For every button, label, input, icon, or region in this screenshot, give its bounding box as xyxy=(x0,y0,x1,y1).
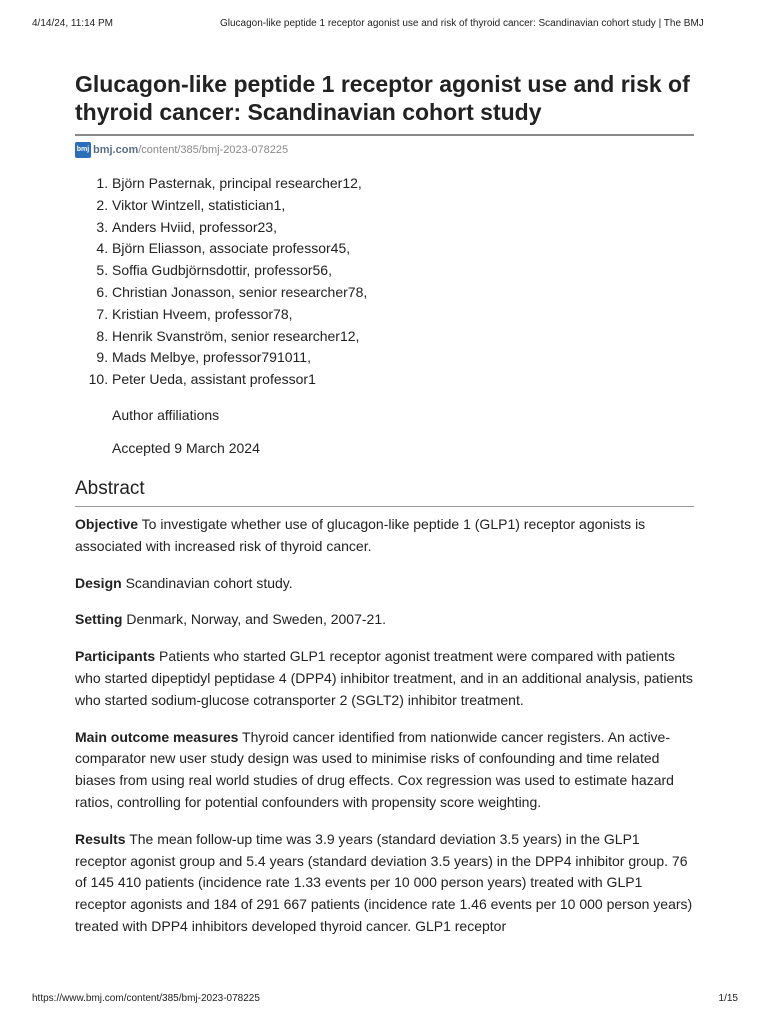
source-domain[interactable]: bmj.com xyxy=(93,144,139,156)
author-item: 1. Björn Pasternak, principal researcher12, xyxy=(112,173,694,195)
setting-label: Setting xyxy=(75,611,123,628)
print-footer xyxy=(32,993,738,1007)
results-text: The mean follow-up time was 3.9 years (standard deviation 3.5 years) in the GLP1 receptor agonist group and 5.4 years (standard deviation 3.5 years) in the DPP4 inhibitor group. 76 of 145 410 patients (incidence rate 1.33 events per 10 000 person years) treated with GLP1 receptor agonists and 184 of 291 667 patients (incidence rate 1.46 events per 10 000 person years) treated with DPP4 inhibitors developed thyroid cancer. GLP1 receptor xyxy=(75,830,693,934)
design-text: Scandinavian cohort study. xyxy=(121,574,293,591)
author-item: 6. Christian Jonasson, senior researcher78, xyxy=(112,282,694,304)
accepted-date: Accepted 9 March 2024 xyxy=(112,439,260,456)
abstract-setting xyxy=(75,609,694,631)
setting-text: Denmark, Norway, and Sweden, 2007-21. xyxy=(122,611,386,628)
design-label: Design xyxy=(75,574,122,591)
results-label: Results xyxy=(75,830,126,847)
objective-label: Objective xyxy=(75,515,139,532)
main-outcome-text: Thyroid cancer identified from nationwide cancer registers. An active-comparator new user study design was used to minimise risks of confounding and time related biases from using real world studies of drug effects. Cox regression was used to estimate hazard ratios, controlling for potential confounders with propensity score weighting. xyxy=(75,728,674,810)
abstract-objective xyxy=(75,514,694,558)
abstract-design xyxy=(75,573,694,595)
author-item: 10. Peter Ueda, assistant professor1 xyxy=(112,369,694,391)
abstract-main-outcome xyxy=(75,727,694,814)
source-path[interactable]: /content/385/bmj-2023-078225 xyxy=(138,144,289,156)
print-datetime: 4/14/24, 11:14 PM xyxy=(32,18,113,29)
page-number: 1/15 xyxy=(718,993,738,1004)
abstract-results xyxy=(75,829,694,938)
author-item: 5. Soffia Gudbjörnsdottir, professor56, xyxy=(112,260,694,282)
author-item: 9. Mads Melbye, professor791011, xyxy=(112,347,694,369)
article-title: Glucagon-like peptide 1 receptor agonist use and risk of thyroid cancer: Scandinavian cohort study xyxy=(75,70,694,136)
print-page-title: Glucagon-like peptide 1 receptor agonist use and risk of thyroid cancer: Scandinavian cohort study | The BMJ xyxy=(220,18,704,29)
author-item: 8. Henrik Svanström, senior researcher12, xyxy=(112,326,694,348)
article-source[interactable] xyxy=(75,142,694,158)
author-item: 4. Björn Eliasson, associate professor45, xyxy=(112,238,694,260)
author-item: 7. Kristian Hveem, professor78, xyxy=(112,304,694,326)
participants-text: Patients who started GLP1 receptor agonist treatment were compared with patients who started dipeptidyl peptidase 4 (DPP4) inhibitor treatment, and in an additional analysis, patients who started sodium-glucose cotransporter 2 (SGLT2) inhibitor treatment. xyxy=(75,648,693,708)
author-affiliations-link[interactable]: Author affiliations xyxy=(112,406,220,423)
print-url: https://www.bmj.com/content/385/bmj-2023-078225 xyxy=(32,993,260,1004)
author-item: 3. Anders Hviid, professor23, xyxy=(112,217,694,239)
article-content xyxy=(75,70,694,938)
abstract-participants xyxy=(75,646,694,711)
print-header xyxy=(32,18,738,32)
objective-text: To investigate whether use of glucagon-like peptide 1 (GLP1) receptor agonists is associated with increased risk of thyroid cancer. xyxy=(75,515,646,554)
bmj-logo-icon: bmj xyxy=(75,142,91,158)
author-list xyxy=(75,173,694,391)
abstract-heading: Abstract xyxy=(75,478,694,507)
author-item: 2. Viktor Wintzell, statistician1, xyxy=(112,195,694,217)
main-outcome-label: Main outcome measures xyxy=(75,728,239,745)
participants-label: Participants xyxy=(75,648,156,665)
